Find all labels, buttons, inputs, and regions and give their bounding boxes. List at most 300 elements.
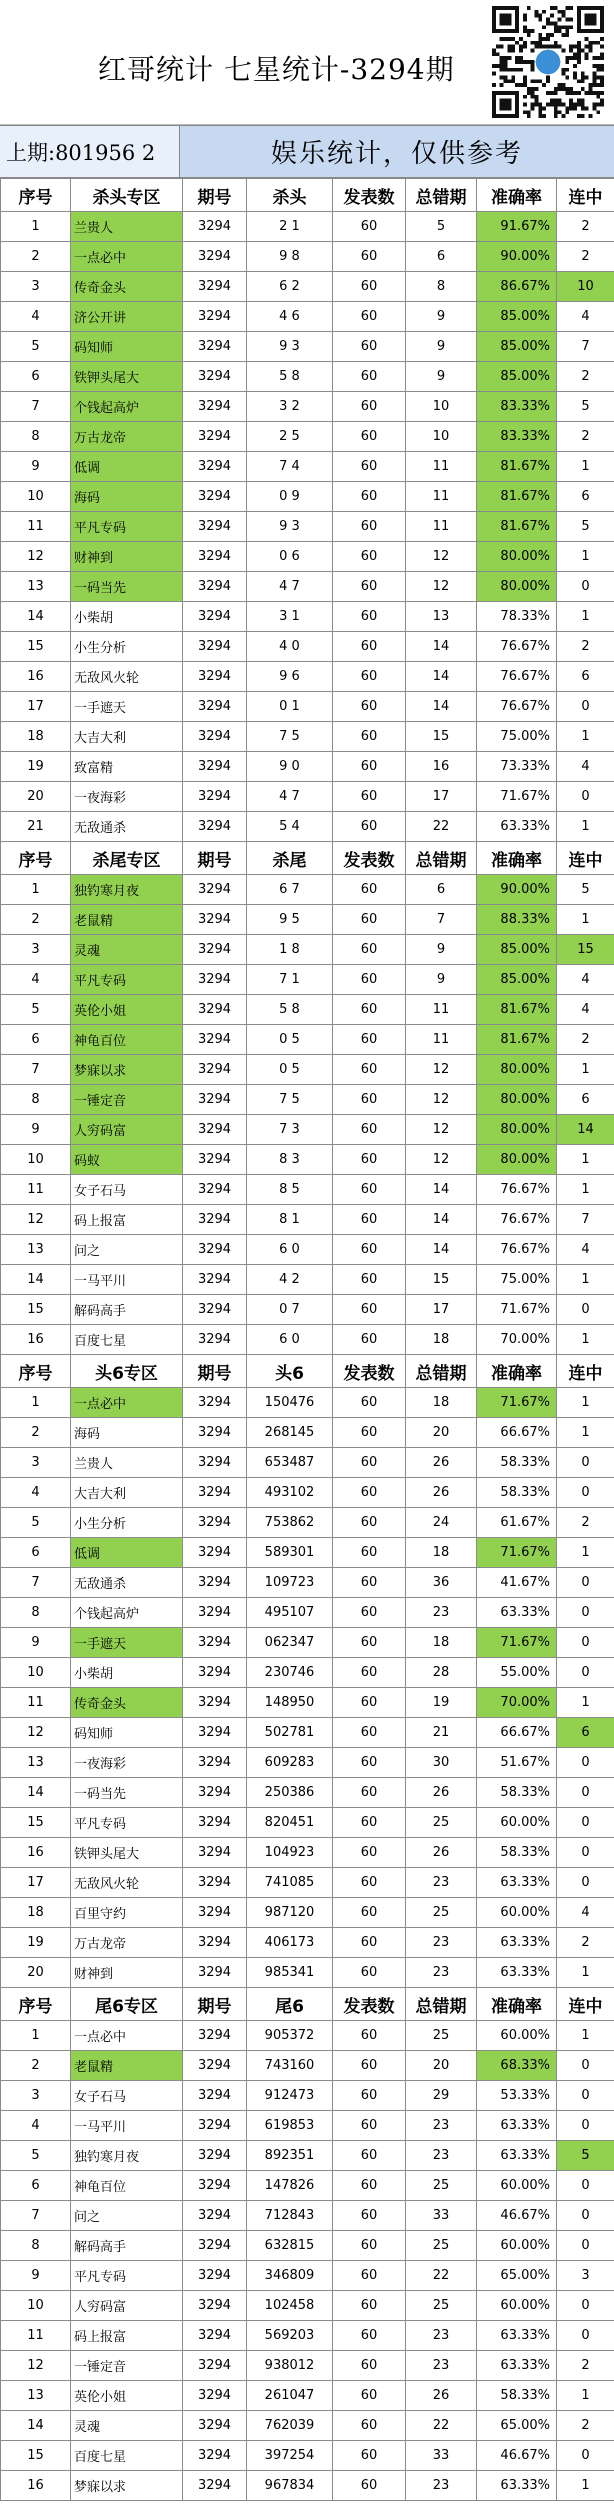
header-accuracy: 准确率: [477, 179, 557, 212]
row-streak: 2: [557, 422, 614, 452]
section-header-row: [1, 1988, 614, 2021]
row-count: 60: [333, 1115, 406, 1145]
header-errors: 总错期: [406, 842, 477, 875]
row-accuracy: 71.67%: [477, 1388, 557, 1418]
table-row: [1, 332, 614, 362]
row-name: 一手遮天: [71, 692, 183, 722]
row-name: 灵魂: [71, 935, 183, 965]
header-count: 发表数: [333, 179, 406, 212]
row-value: 250386: [247, 1778, 333, 1808]
row-streak: 1: [557, 2381, 614, 2411]
row-errors: 26: [406, 2381, 477, 2411]
row-name: 兰贵人: [71, 212, 183, 242]
row-name: 解码高手: [71, 1295, 183, 1325]
row-period: 3294: [183, 1508, 247, 1538]
header: [0, 0, 614, 125]
row-value: 3 1: [247, 602, 333, 632]
row-errors: 14: [406, 1175, 477, 1205]
row-accuracy: 63.33%: [477, 812, 557, 842]
row-value: 230746: [247, 1658, 333, 1688]
row-errors: 17: [406, 782, 477, 812]
row-errors: 9: [406, 935, 477, 965]
row-index: 11: [1, 2321, 71, 2351]
row-period: 3294: [183, 2261, 247, 2291]
row-count: 60: [333, 2441, 406, 2471]
row-streak: 1: [557, 602, 614, 632]
row-streak: 1: [557, 812, 614, 842]
row-accuracy: 75.00%: [477, 1265, 557, 1295]
row-index: 4: [1, 965, 71, 995]
table-row: [1, 2291, 614, 2321]
table-row: [1, 2171, 614, 2201]
row-accuracy: 78.33%: [477, 602, 557, 632]
row-count: 60: [333, 1658, 406, 1688]
row-errors: 14: [406, 662, 477, 692]
row-value: 938012: [247, 2351, 333, 2381]
table-row: [1, 752, 614, 782]
row-streak: 2: [557, 2351, 614, 2381]
row-index: 17: [1, 1868, 71, 1898]
row-streak: 1: [557, 2471, 614, 2501]
row-name: 码知师: [71, 1718, 183, 1748]
row-name: 梦寐以求: [71, 1055, 183, 1085]
row-index: 1: [1, 2021, 71, 2051]
row-count: 60: [333, 722, 406, 752]
row-count: 60: [333, 1418, 406, 1448]
row-index: 1: [1, 1388, 71, 1418]
qr-code-icon: [492, 6, 604, 118]
header-period: 期号: [183, 179, 247, 212]
row-value: 5 4: [247, 812, 333, 842]
row-count: 60: [333, 2471, 406, 2501]
row-accuracy: 63.33%: [477, 1928, 557, 1958]
row-count: 60: [333, 1628, 406, 1658]
row-streak: 2: [557, 632, 614, 662]
row-streak: 0: [557, 1295, 614, 1325]
row-value: 9 3: [247, 512, 333, 542]
table-row: [1, 2021, 614, 2051]
row-count: 60: [333, 392, 406, 422]
row-period: 3294: [183, 1688, 247, 1718]
row-value: 3 2: [247, 392, 333, 422]
table-row: [1, 1175, 614, 1205]
table-row: [1, 1205, 614, 1235]
row-count: 60: [333, 1838, 406, 1868]
row-errors: 9: [406, 362, 477, 392]
row-accuracy: 63.33%: [477, 2321, 557, 2351]
row-name: 小柴胡: [71, 602, 183, 632]
row-count: 60: [333, 1718, 406, 1748]
row-name: 百度七星: [71, 2441, 183, 2471]
row-period: 3294: [183, 722, 247, 752]
row-name: 百度七星: [71, 1325, 183, 1355]
row-count: 60: [333, 1508, 406, 1538]
row-errors: 6: [406, 875, 477, 905]
row-value: 102458: [247, 2291, 333, 2321]
row-value: 5 8: [247, 362, 333, 392]
row-streak: 5: [557, 512, 614, 542]
row-value: 9 5: [247, 905, 333, 935]
header-value: 头6: [247, 1355, 333, 1388]
row-period: 3294: [183, 1568, 247, 1598]
row-accuracy: 85.00%: [477, 302, 557, 332]
row-index: 5: [1, 2141, 71, 2171]
row-index: 13: [1, 2381, 71, 2411]
row-streak: 1: [557, 1958, 614, 1988]
row-name: 兰贵人: [71, 1448, 183, 1478]
row-value: 062347: [247, 1628, 333, 1658]
row-errors: 25: [406, 2291, 477, 2321]
row-errors: 18: [406, 1388, 477, 1418]
row-value: 6 2: [247, 272, 333, 302]
row-period: 3294: [183, 1628, 247, 1658]
row-count: 60: [333, 1898, 406, 1928]
row-index: 15: [1, 2441, 71, 2471]
row-index: 18: [1, 722, 71, 752]
row-errors: 25: [406, 1808, 477, 1838]
row-index: 12: [1, 1205, 71, 1235]
period-bar: [0, 125, 614, 178]
row-index: 2: [1, 242, 71, 272]
row-accuracy: 55.00%: [477, 1658, 557, 1688]
row-value: 0 5: [247, 1025, 333, 1055]
row-errors: 25: [406, 2171, 477, 2201]
row-name: 财神到: [71, 542, 183, 572]
row-streak: 0: [557, 1748, 614, 1778]
row-streak: 1: [557, 1265, 614, 1295]
row-streak: 4: [557, 965, 614, 995]
row-period: 3294: [183, 1085, 247, 1115]
row-errors: 25: [406, 2021, 477, 2051]
header-streak: 连中: [557, 842, 614, 875]
row-value: 268145: [247, 1418, 333, 1448]
row-value: 147826: [247, 2171, 333, 2201]
row-name: 码知师: [71, 332, 183, 362]
table-row: [1, 2081, 614, 2111]
row-streak: 2: [557, 1508, 614, 1538]
row-errors: 26: [406, 1478, 477, 1508]
table-row: [1, 2471, 614, 2501]
table-row: [1, 1265, 614, 1295]
row-accuracy: 80.00%: [477, 1115, 557, 1145]
row-name: 致富精: [71, 752, 183, 782]
row-accuracy: 80.00%: [477, 572, 557, 602]
row-name: 人穷码富: [71, 1115, 183, 1145]
row-value: 4 0: [247, 632, 333, 662]
row-count: 60: [333, 2381, 406, 2411]
header-index: 序号: [1, 179, 71, 212]
row-accuracy: 46.67%: [477, 2201, 557, 2231]
row-index: 6: [1, 2171, 71, 2201]
row-errors: 11: [406, 452, 477, 482]
table-row: [1, 1325, 614, 1355]
row-count: 60: [333, 2111, 406, 2141]
row-errors: 12: [406, 572, 477, 602]
row-period: 3294: [183, 2021, 247, 2051]
row-count: 60: [333, 2021, 406, 2051]
table-row: [1, 782, 614, 812]
table-row: [1, 1025, 614, 1055]
row-streak: 1: [557, 1418, 614, 1448]
row-index: 9: [1, 1628, 71, 1658]
row-value: 7 5: [247, 1085, 333, 1115]
row-accuracy: 68.33%: [477, 2051, 557, 2081]
row-index: 6: [1, 362, 71, 392]
row-accuracy: 90.00%: [477, 242, 557, 272]
row-index: 9: [1, 1115, 71, 1145]
row-streak: 0: [557, 1448, 614, 1478]
row-errors: 33: [406, 2201, 477, 2231]
table-row: [1, 452, 614, 482]
row-accuracy: 71.67%: [477, 1295, 557, 1325]
row-value: 4 7: [247, 782, 333, 812]
row-count: 60: [333, 452, 406, 482]
row-errors: 23: [406, 1598, 477, 1628]
row-errors: 26: [406, 1838, 477, 1868]
row-name: 无敌风火轮: [71, 1868, 183, 1898]
row-period: 3294: [183, 2351, 247, 2381]
row-count: 60: [333, 905, 406, 935]
header-index: 序号: [1, 1988, 71, 2021]
table-row: [1, 875, 614, 905]
last-period-label: 上期:801956 2: [0, 126, 180, 177]
row-period: 3294: [183, 1325, 247, 1355]
row-value: 8 3: [247, 1145, 333, 1175]
row-count: 60: [333, 2201, 406, 2231]
row-period: 3294: [183, 2141, 247, 2171]
table-row: [1, 1688, 614, 1718]
row-name: 平凡专码: [71, 1808, 183, 1838]
row-period: 3294: [183, 1115, 247, 1145]
row-name: 无敌通杀: [71, 1568, 183, 1598]
header-index: 序号: [1, 842, 71, 875]
row-index: 21: [1, 812, 71, 842]
row-count: 60: [333, 2171, 406, 2201]
row-name: 问之: [71, 1235, 183, 1265]
row-count: 60: [333, 1325, 406, 1355]
row-streak: 10: [557, 272, 614, 302]
row-accuracy: 71.67%: [477, 1538, 557, 1568]
row-name: 一锤定音: [71, 1085, 183, 1115]
row-name: 财神到: [71, 1958, 183, 1988]
row-index: 7: [1, 1568, 71, 1598]
row-period: 3294: [183, 1295, 247, 1325]
row-index: 16: [1, 662, 71, 692]
row-accuracy: 63.33%: [477, 2471, 557, 2501]
row-index: 7: [1, 2201, 71, 2231]
row-index: 3: [1, 2081, 71, 2111]
table-row: [1, 512, 614, 542]
row-errors: 5: [406, 212, 477, 242]
row-streak: 0: [557, 2171, 614, 2201]
row-accuracy: 60.00%: [477, 1808, 557, 1838]
row-value: 5 8: [247, 995, 333, 1025]
header-errors: 总错期: [406, 1988, 477, 2021]
row-streak: 7: [557, 1205, 614, 1235]
row-index: 2: [1, 2051, 71, 2081]
header-zone: 杀头专区: [71, 179, 183, 212]
row-streak: 0: [557, 2321, 614, 2351]
row-streak: 14: [557, 1115, 614, 1145]
row-index: 2: [1, 1418, 71, 1448]
row-errors: 28: [406, 1658, 477, 1688]
row-errors: 15: [406, 722, 477, 752]
row-streak: 0: [557, 782, 614, 812]
table-row: [1, 1868, 614, 1898]
row-name: 码上报富: [71, 1205, 183, 1235]
table-row: [1, 2351, 614, 2381]
row-name: 灵魂: [71, 2411, 183, 2441]
row-count: 60: [333, 1175, 406, 1205]
table-row: [1, 2231, 614, 2261]
table-row: [1, 692, 614, 722]
row-streak: 0: [557, 1808, 614, 1838]
row-index: 16: [1, 1325, 71, 1355]
row-errors: 22: [406, 2411, 477, 2441]
row-count: 60: [333, 422, 406, 452]
row-count: 60: [333, 2051, 406, 2081]
section-header-row: [1, 842, 614, 875]
page-title: 红哥统计 七星统计-3294期: [98, 53, 455, 86]
row-value: 569203: [247, 2321, 333, 2351]
row-period: 3294: [183, 1718, 247, 1748]
row-name: 济公开讲: [71, 302, 183, 332]
row-errors: 18: [406, 1628, 477, 1658]
row-value: 0 6: [247, 542, 333, 572]
row-streak: 1: [557, 905, 614, 935]
header-errors: 总错期: [406, 179, 477, 212]
row-accuracy: 63.33%: [477, 2141, 557, 2171]
row-index: 4: [1, 302, 71, 332]
row-count: 60: [333, 875, 406, 905]
row-streak: 5: [557, 392, 614, 422]
row-errors: 17: [406, 1295, 477, 1325]
row-accuracy: 58.33%: [477, 2381, 557, 2411]
row-name: 低调: [71, 452, 183, 482]
row-streak: 15: [557, 935, 614, 965]
row-index: 9: [1, 2261, 71, 2291]
row-name: 个钱起高炉: [71, 1598, 183, 1628]
row-accuracy: 81.67%: [477, 1025, 557, 1055]
row-value: 912473: [247, 2081, 333, 2111]
row-accuracy: 75.00%: [477, 722, 557, 752]
row-index: 10: [1, 1658, 71, 1688]
row-streak: 1: [557, 1388, 614, 1418]
row-name: 平凡专码: [71, 2261, 183, 2291]
row-name: 传奇金头: [71, 272, 183, 302]
row-period: 3294: [183, 1418, 247, 1448]
row-index: 5: [1, 332, 71, 362]
row-name: 铁钾头尾大: [71, 362, 183, 392]
row-streak: 0: [557, 2111, 614, 2141]
row-count: 60: [333, 662, 406, 692]
row-errors: 22: [406, 812, 477, 842]
row-index: 11: [1, 512, 71, 542]
row-name: 一点必中: [71, 2021, 183, 2051]
row-streak: 1: [557, 1688, 614, 1718]
row-index: 8: [1, 2231, 71, 2261]
table-row: [1, 1115, 614, 1145]
row-index: 10: [1, 482, 71, 512]
row-streak: 4: [557, 302, 614, 332]
table-row: [1, 272, 614, 302]
table-row: [1, 1568, 614, 1598]
row-value: 762039: [247, 2411, 333, 2441]
row-streak: 0: [557, 1598, 614, 1628]
row-value: 820451: [247, 1808, 333, 1838]
row-count: 60: [333, 242, 406, 272]
row-period: 3294: [183, 875, 247, 905]
row-count: 60: [333, 1265, 406, 1295]
row-period: 3294: [183, 1265, 247, 1295]
table-row: [1, 905, 614, 935]
row-value: 892351: [247, 2141, 333, 2171]
row-errors: 7: [406, 905, 477, 935]
row-accuracy: 66.67%: [477, 1718, 557, 1748]
row-count: 60: [333, 1055, 406, 1085]
table-row: [1, 212, 614, 242]
row-count: 60: [333, 632, 406, 662]
row-period: 3294: [183, 995, 247, 1025]
table-row: [1, 1478, 614, 1508]
row-errors: 14: [406, 1205, 477, 1235]
row-accuracy: 81.67%: [477, 452, 557, 482]
row-accuracy: 85.00%: [477, 362, 557, 392]
row-errors: 14: [406, 1235, 477, 1265]
row-accuracy: 58.33%: [477, 1838, 557, 1868]
table-row: [1, 2441, 614, 2471]
row-name: 老鼠精: [71, 905, 183, 935]
row-errors: 14: [406, 632, 477, 662]
row-index: 12: [1, 2351, 71, 2381]
row-accuracy: 60.00%: [477, 2291, 557, 2321]
row-value: 9 6: [247, 662, 333, 692]
header-accuracy: 准确率: [477, 1988, 557, 2021]
row-period: 3294: [183, 1868, 247, 1898]
row-accuracy: 63.33%: [477, 1868, 557, 1898]
row-accuracy: 80.00%: [477, 1085, 557, 1115]
row-period: 3294: [183, 422, 247, 452]
table-row: [1, 1718, 614, 1748]
row-period: 3294: [183, 2321, 247, 2351]
row-errors: 12: [406, 1085, 477, 1115]
row-value: 2 5: [247, 422, 333, 452]
table-row: [1, 1538, 614, 1568]
row-value: 8 1: [247, 1205, 333, 1235]
row-index: 18: [1, 1898, 71, 1928]
row-period: 3294: [183, 1025, 247, 1055]
row-period: 3294: [183, 2201, 247, 2231]
row-errors: 21: [406, 1718, 477, 1748]
row-name: 码蚁: [71, 1145, 183, 1175]
row-index: 1: [1, 875, 71, 905]
row-errors: 12: [406, 1145, 477, 1175]
row-value: 9 8: [247, 242, 333, 272]
row-period: 3294: [183, 1538, 247, 1568]
row-accuracy: 81.67%: [477, 512, 557, 542]
row-accuracy: 71.67%: [477, 782, 557, 812]
row-period: 3294: [183, 905, 247, 935]
row-value: 7 4: [247, 452, 333, 482]
row-errors: 23: [406, 1958, 477, 1988]
row-period: 3294: [183, 1838, 247, 1868]
row-name: 独钓寒月夜: [71, 2141, 183, 2171]
row-name: 一码当先: [71, 1778, 183, 1808]
row-accuracy: 65.00%: [477, 2261, 557, 2291]
row-accuracy: 80.00%: [477, 1055, 557, 1085]
table-row: [1, 1055, 614, 1085]
row-streak: 0: [557, 2291, 614, 2321]
